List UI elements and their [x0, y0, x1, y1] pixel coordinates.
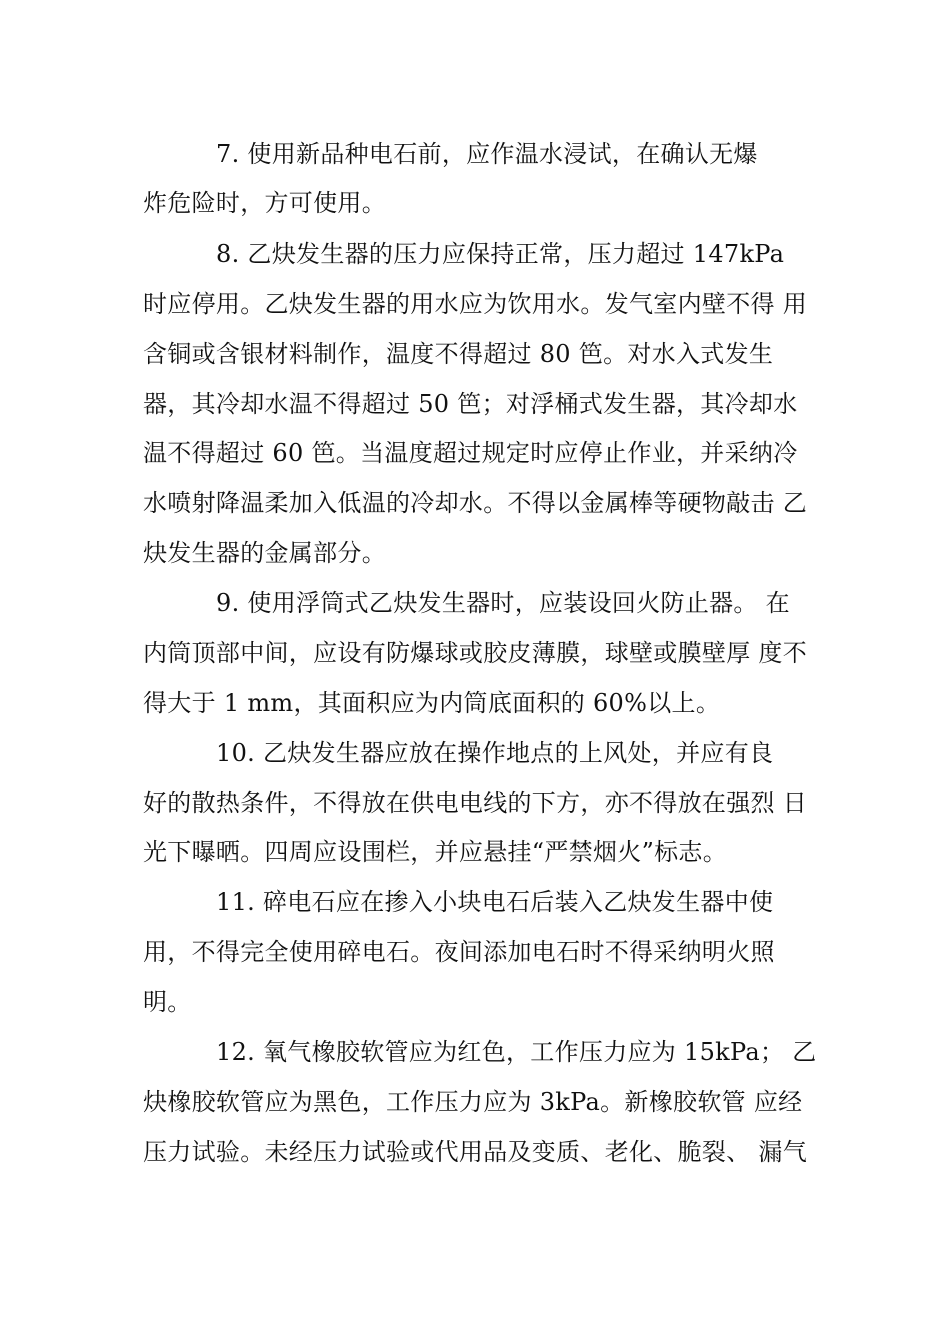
paragraph-8-line-6: 水喷射降温柔加入低温的冷却水。不得以金属棒等硬物敲击 乙	[143, 489, 808, 517]
paragraph-9-line-1: 9. 使用浮筒式乙炔发生器时，应装设回火防止器。 在	[216, 589, 790, 617]
paragraph-11-line-3: 明。	[143, 988, 192, 1016]
paragraph-12-line-1: 12. 氧气橡胶软管应为红色，工作压力应为 15kPa； 乙	[216, 1038, 817, 1066]
paragraph-12-line-2: 炔橡胶软管应为黑色，工作压力应为 3kPa。新橡胶软管 应经	[143, 1088, 803, 1116]
paragraph-8-line-7: 炔发生器的金属部分。	[143, 539, 386, 567]
paragraph-10-line-3: 光下曝晒。四周应设围栏，并应悬挂“严禁烟火”标志。	[143, 838, 728, 866]
paragraph-12-line-3: 压力试验。未经压力试验或代用品及变质、老化、脆裂、 漏气	[143, 1138, 808, 1166]
paragraph-8-line-1: 8. 乙炔发生器的压力应保持正常，压力超过 147kPa	[216, 240, 785, 268]
paragraph-10-line-2: 好的散热条件，不得放在供电电线的下方，亦不得放在强烈 日	[143, 789, 808, 817]
paragraph-11-line-2: 用，不得完全使用碎电石。夜间添加电石时不得采纳明火照	[143, 938, 775, 966]
paragraph-7-line-2: 炸危险时，方可使用。	[143, 189, 386, 217]
paragraph-11-line-1: 11. 碎电石应在掺入小块电石后装入乙炔发生器中使	[216, 888, 774, 916]
paragraph-8-line-4: 器，其冷却水温不得超过 50 笆；对浮桶式发生器，其冷却水	[143, 390, 798, 418]
paragraph-8-line-3: 含铜或含银材料制作，温度不得超过 80 笆。对水入式发生	[143, 340, 774, 368]
paragraph-9-line-2: 内筒顶部中间，应设有防爆球或胶皮薄膜，球壁或膜壁厚 度不	[143, 639, 808, 667]
paragraph-8-line-5: 温不得超过 60 笆。当温度超过规定时应停止作业，并采纳冷	[143, 439, 798, 467]
paragraph-7-line-1: 7. 使用新品种电石前，应作温水浸试，在确认无爆	[216, 140, 758, 168]
paragraph-10-line-1: 10. 乙炔发生器应放在操作地点的上风处，并应有良	[216, 739, 774, 767]
paragraph-9-line-3: 得大于 1 mm，其面积应为内筒底面积的 60%以上。	[143, 689, 721, 717]
paragraph-8-line-2: 时应停用。乙炔发生器的用水应为饮用水。发气室内壁不得 用	[143, 290, 808, 318]
